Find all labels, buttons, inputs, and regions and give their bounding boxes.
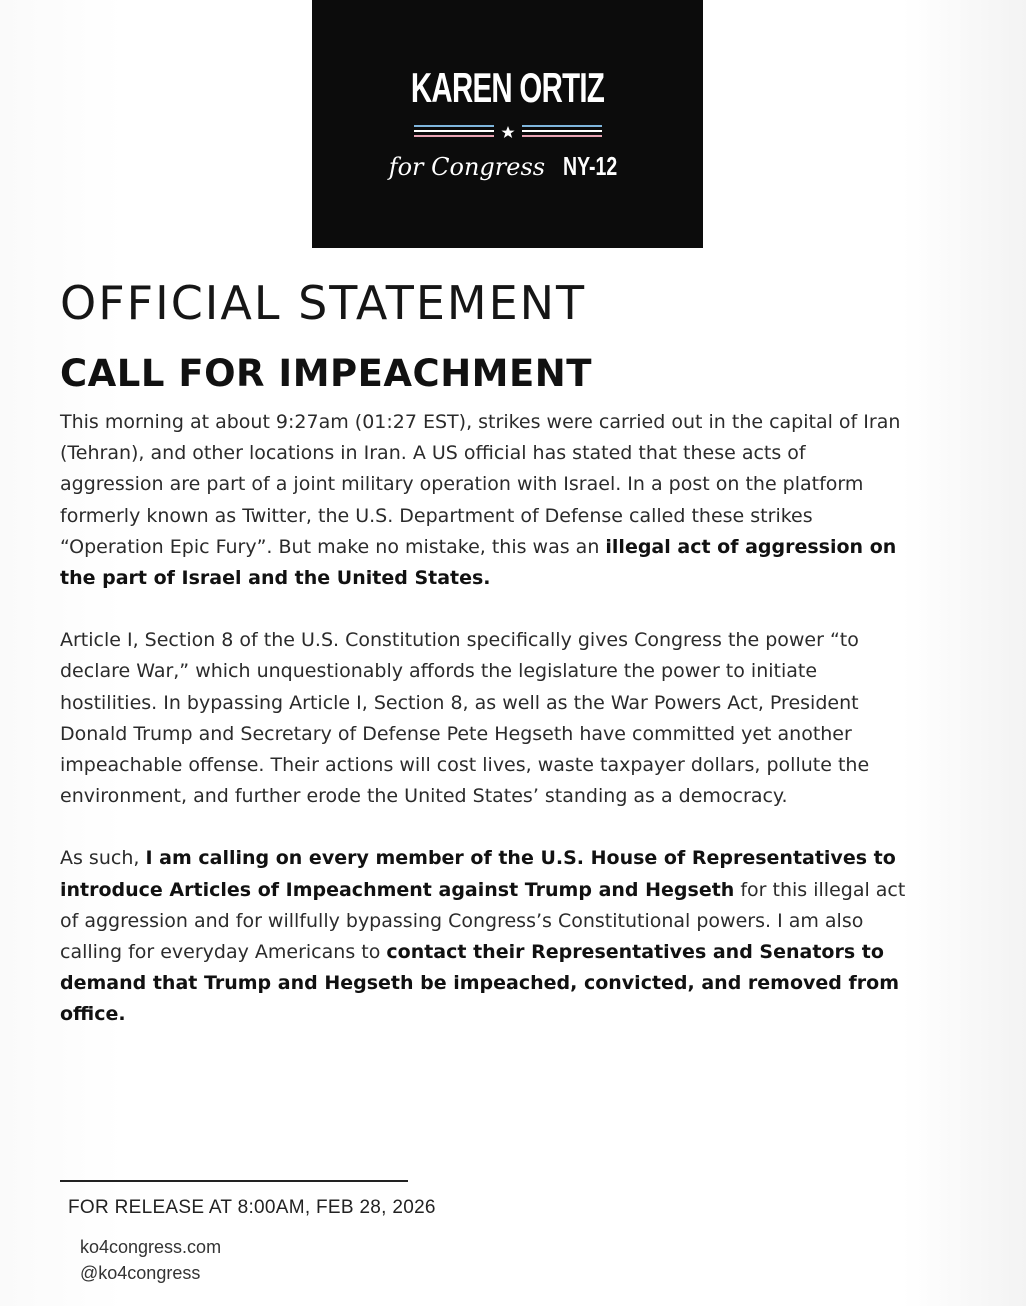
logo-candidate-name: KAREN ORTIZ — [410, 64, 605, 111]
paragraph-3 — [60, 843, 910, 1030]
website-link[interactable]: ko4congress.com — [80, 1237, 222, 1257]
star-icon — [501, 126, 514, 138]
paragraph-3-emphasis-1: I am calling on every member of the U.S. House of Representatives to introduce Articles of Impeachment against Trump and Hegseth — [60, 847, 896, 901]
paragraph-1 — [60, 407, 910, 594]
footer-divider — [60, 1180, 408, 1182]
social-handle[interactable]: @ko4congress — [80, 1263, 201, 1283]
paragraph-2: Article I, Section 8 of the U.S. Constitution specifically gives Congress the power “to declare War,” which unquestionably affords the legislature the power to initiate hostilities. In bypassing Article I, Section 8, as well as the War Powers Act, President Donald Trump and Secretary of Defense Pete Hegseth have committed yet another impeachable offense. Their actions will cost lives, waste taxpayer dollars, pollute the environment, and further erode the United States’ standing as a democracy. — [60, 629, 870, 808]
logo-tagline-script: for Congress — [388, 153, 546, 181]
official-statement-title: OFFICIAL STATEMENT — [60, 276, 587, 330]
statement-body — [60, 407, 910, 1062]
paragraph-1-text: This morning at about 9:27am (01:27 EST), strikes were carried out in the capital of Iran (Tehran), and other locations in Iran. A US official has stated that these acts of aggression are part of a joint military operation with Israel. In a post on the platform formerly known as Twitter, the U.S. Department of Defense called these strikes “Operation Epic Fury”. But make no mistake, this was an — [60, 411, 901, 558]
call-for-impeachment-title: CALL FOR IMPEACHMENT — [60, 352, 592, 395]
logo-tagline — [312, 148, 703, 185]
release-date: FOR RELEASE AT 8:00AM, FEB 28, 2026 — [68, 1197, 436, 1218]
campaign-logo — [312, 0, 703, 248]
flag-stripes-icon — [414, 124, 602, 140]
paragraph-3-middle: for this illegal act of aggression and for willfully bypassing Congress’s Constitutional powers. I am also calling for everyday Americans to — [60, 878, 906, 964]
paragraph-1-emphasis: illegal act of aggression on the part of Israel and the United States. — [60, 535, 897, 590]
paragraph-3-emphasis-2: contact their Representatives and Senators to demand that Trump and Hegseth be impeached, convicted, and removed from office. — [60, 941, 900, 1026]
logo-tagline-district: NY-12 — [563, 151, 618, 181]
paragraph-3-intro: As such, — [60, 847, 146, 870]
